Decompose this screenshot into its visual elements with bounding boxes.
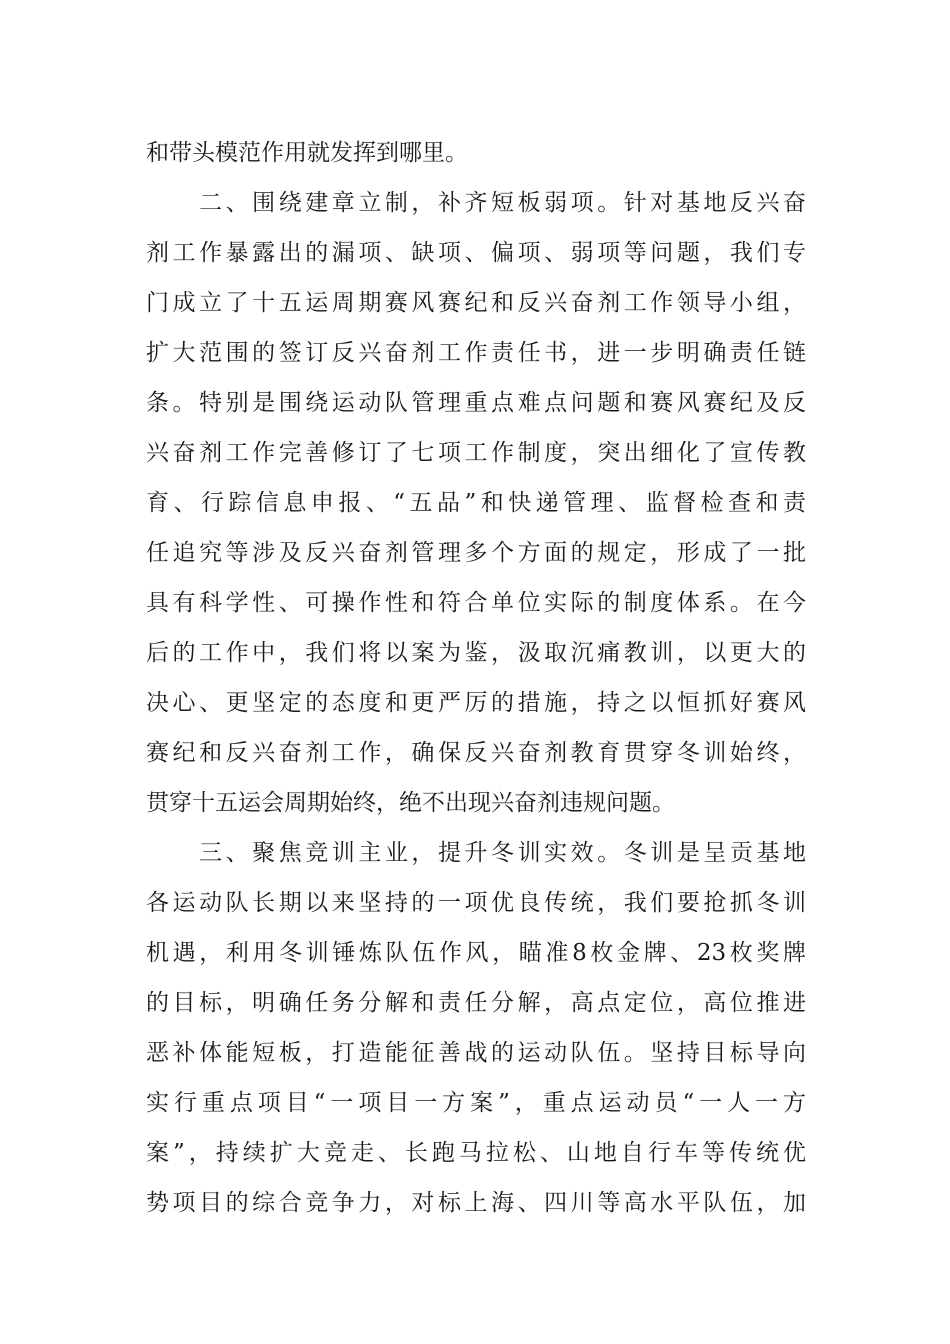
text-line: 势项目的综合竞争力，对标上海、四川等高水平队伍，加	[146, 1190, 806, 1216]
text-line: 任追究等涉及反兴奋剂管理多个方面的规定，形成了一批	[146, 540, 806, 566]
text-line: 门成立了十五运周期赛风赛纪和反兴奋剂工作领导小组，	[146, 290, 806, 316]
text-line: 具有科学性、可操作性和符合单位实际的制度体系。在今	[146, 590, 806, 616]
text-line: 后的工作中，我们将以案为鉴，汲取沉痛教训，以更大的	[146, 640, 806, 666]
text-line: 兴奋剂工作完善修订了七项工作制度，突出细化了宣传教	[146, 440, 806, 466]
text-line: 和带头模范作用就发挥到哪里。	[146, 140, 468, 166]
text-line: 赛纪和反兴奋剂工作，确保反兴奋剂教育贯穿冬训始终，	[146, 740, 806, 766]
text-line: 案”，持续扩大竞走、长跑马拉松、山地自行车等传统优	[146, 1140, 806, 1166]
text-line: 三、聚焦竞训主业，提升冬训实效。冬训是呈贡基地	[146, 840, 806, 866]
text-line: 恶补体能短板，打造能征善战的运动队伍。坚持目标导向	[146, 1040, 806, 1066]
text-line: 二、围绕建章立制，补齐短板弱项。针对基地反兴奋	[146, 190, 806, 216]
text-line: 各运动队长期以来坚持的一项优良传统，我们要抢抓冬训	[146, 890, 806, 916]
text-line: 贯穿十五运会周期始终，绝不出现兴奋剂违规问题。	[146, 790, 675, 816]
text-line: 扩大范围的签订反兴奋剂工作责任书，进一步明确责任链	[146, 340, 806, 366]
document-body	[146, 128, 806, 1228]
text-line: 决心、更坚定的态度和更严厉的措施，持之以恒抓好赛风	[146, 690, 806, 716]
text-line: 条。特别是围绕运动队管理重点难点问题和赛风赛纪及反	[146, 390, 806, 416]
text-line: 的目标，明确任务分解和责任分解，高点定位，高位推进	[146, 990, 806, 1016]
text-line: 剂工作暴露出的漏项、缺项、偏项、弱项等问题，我们专	[146, 240, 806, 266]
text-line: 育、行踪信息申报、“五品”和快递管理、监督检查和责	[146, 490, 806, 516]
text-line: 实行重点项目“一项目一方案”，重点运动员“一人一方	[146, 1090, 806, 1116]
text-line: 机遇，利用冬训锤炼队伍作风，瞄准8枚金牌、23枚奖牌	[146, 940, 806, 966]
